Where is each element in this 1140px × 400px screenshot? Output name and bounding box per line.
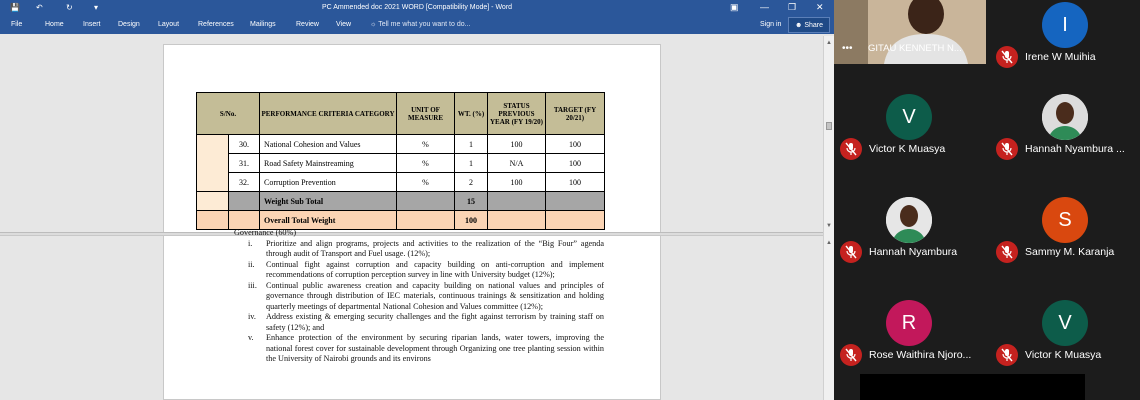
total-blank	[397, 211, 455, 230]
participant-name: Irene W Muihia	[1025, 51, 1096, 63]
avatar: R	[886, 300, 932, 346]
video-tile[interactable]	[834, 0, 986, 64]
mic-off-icon	[996, 138, 1018, 160]
cell-unit: %	[397, 154, 455, 173]
ribbon-display-icon[interactable]: ▣	[730, 2, 739, 12]
total-value: 100	[455, 211, 488, 230]
participant-name: GITAU KENNETH N...	[868, 43, 962, 54]
tab-file[interactable]: File	[11, 21, 23, 28]
video-feed	[834, 0, 986, 64]
cell-target: 100	[546, 135, 605, 154]
close-icon[interactable]: ✕	[816, 2, 824, 12]
list-item: i. Prioritize and align programs, projects and activities to the realization of the “Big Four” agenda through audit of Transport and Fuel usage. (12%);	[248, 238, 604, 258]
cell-category: Road Safety Mainstreaming	[260, 154, 397, 173]
tab-insert[interactable]: Insert	[83, 21, 101, 28]
participant-name: Victor K Muasya	[869, 143, 946, 155]
header-unit: UNIT OF MEASURE	[397, 93, 455, 135]
table-header-row	[197, 93, 605, 135]
cell-sno: 30.	[229, 135, 260, 154]
list-item: ii. Continual fight against corruption and capacity building on anti-corruption and implement recommendations of corruption perception survey in line with University budget (12%);	[248, 259, 604, 279]
cell-sno: 32.	[229, 173, 260, 192]
table-row	[197, 173, 605, 192]
cell-wt: 1	[455, 154, 488, 173]
participant-name: Hannah Nyambura ...	[1025, 143, 1125, 155]
cell-category: National Cohesion and Values	[260, 135, 397, 154]
minimize-icon[interactable]: —	[760, 2, 769, 12]
participant-tile[interactable]	[990, 92, 1140, 194]
redo-icon[interactable]: ↻	[66, 3, 73, 12]
table-row	[197, 154, 605, 173]
tab-layout[interactable]: Layout	[158, 21, 180, 28]
scroll-down-icon[interactable]: ▼	[826, 223, 832, 229]
list-item: iii. Continual public awareness creation and capacity building on national values and principles of governance through distribution of IEC materials, continuous trainings & sensitization and holding quarterly meetings of departmental National Cohesion and Values committee (12%);	[248, 280, 604, 311]
total-label: Overall Total Weight	[260, 211, 397, 230]
subtotal-row	[197, 192, 605, 211]
participant-tile[interactable]	[834, 195, 984, 297]
avatar: I	[1042, 2, 1088, 48]
cell-wt: 1	[455, 135, 488, 154]
participant-tile[interactable]	[990, 195, 1140, 297]
subtotal-blank	[546, 192, 605, 211]
speaking-icon: •••	[842, 43, 853, 54]
save-icon[interactable]: 💾	[10, 3, 20, 12]
header-category: PERFORMANCE CRITERIA CATEGORY	[260, 93, 397, 135]
avatar: S	[1042, 197, 1088, 243]
total-blank	[488, 211, 546, 230]
total-blank	[197, 211, 229, 230]
cell-unit: %	[397, 173, 455, 192]
cell-status: 100	[488, 173, 546, 192]
total-blank	[229, 211, 260, 230]
list-item: v. Enhance protection of the environment by securing riparian lands, water towers, improving the national forest cover for sustainable development through Organizing one tree planting session within the University of Nairobi grounds and its environs	[248, 333, 604, 363]
tab-view[interactable]: View	[336, 21, 352, 28]
subtotal-blank	[397, 192, 455, 211]
participant-tile-partial	[860, 374, 1085, 400]
participant-name: Victor K Muasya	[1025, 349, 1102, 361]
scroll-up-icon[interactable]: ▲	[826, 40, 832, 46]
category-group-cell	[197, 135, 229, 192]
mic-off-icon	[996, 46, 1018, 68]
performance-table	[196, 92, 605, 230]
cell-status: N/A	[488, 154, 546, 173]
total-blank	[546, 211, 605, 230]
participant-name: Rose Waithira Njoro...	[869, 349, 972, 361]
header-wt: WT. (%)	[455, 93, 488, 135]
mic-off-icon	[840, 344, 862, 366]
customize-toolbar-icon[interactable]: ▾	[94, 3, 99, 12]
cell-unit: %	[397, 135, 455, 154]
tab-mailings[interactable]: Mailings	[250, 21, 276, 28]
person-icon: ☻	[794, 22, 803, 29]
document-title: PC Ammended doc 2021 WORD [Compatibility Mode] - Word	[321, 4, 513, 11]
cell-sno: 31.	[229, 154, 260, 173]
tab-review[interactable]: Review	[296, 21, 319, 28]
share-button[interactable]: ☻ Share	[788, 17, 830, 33]
cell-target: 100	[546, 173, 605, 192]
scroll-up-icon[interactable]: ▲	[826, 240, 832, 246]
cell-wt: 2	[455, 173, 488, 192]
cell-target: 100	[546, 154, 605, 173]
participant-name: Hannah Nyambura	[869, 246, 958, 258]
header-status: STATUS PREVIOUS YEAR (FY 19/20)	[488, 93, 546, 135]
document-body-text[interactable]	[234, 228, 604, 365]
tell-me-search[interactable]: ☼ Tell me what you want to do...	[370, 21, 471, 28]
participant-name: Sammy M. Karanja	[1025, 246, 1115, 258]
section-heading: Governance (60%)	[234, 228, 297, 237]
subtotal-label: Weight Sub Total	[260, 192, 397, 211]
mic-off-icon	[840, 241, 862, 263]
undo-icon[interactable]: ↶	[36, 3, 43, 12]
avatar: V	[886, 94, 932, 140]
header-target: TARGET (FY 20/21)	[546, 93, 605, 135]
vertical-scrollbar[interactable]	[823, 36, 834, 400]
tab-design[interactable]: Design	[118, 21, 140, 28]
restore-icon[interactable]: ❐	[788, 2, 797, 12]
subtotal-blank	[488, 192, 546, 211]
table-row	[197, 135, 605, 154]
title-bar	[0, 0, 834, 16]
ribbon-tabs	[0, 16, 834, 34]
avatar-photo	[1042, 94, 1088, 140]
scroll-thumb[interactable]	[826, 122, 832, 130]
header-sno: S/No.	[197, 93, 260, 135]
total-row	[197, 211, 605, 230]
participant-tile[interactable]	[834, 92, 984, 194]
subtotal-value: 15	[455, 192, 488, 211]
avatar-photo	[886, 197, 932, 243]
participant-tile[interactable]	[990, 0, 1140, 102]
tab-home[interactable]: Home	[45, 21, 64, 28]
mic-off-icon	[996, 241, 1018, 263]
cell-status: 100	[488, 135, 546, 154]
mic-off-icon	[840, 138, 862, 160]
cell-category: Corruption Prevention	[260, 173, 397, 192]
mic-off-icon	[996, 344, 1018, 366]
lightbulb-icon: ☼	[370, 21, 379, 28]
avatar: V	[1042, 300, 1088, 346]
tab-references[interactable]: References	[198, 21, 234, 28]
subtotal-blank	[229, 192, 260, 211]
list-item: iv. Address existing & emerging security challenges and the fight against terrorism by training staff on safety (12%); and	[248, 312, 604, 332]
subtotal-blank	[197, 192, 229, 211]
sign-in-link[interactable]: Sign in	[760, 21, 782, 28]
